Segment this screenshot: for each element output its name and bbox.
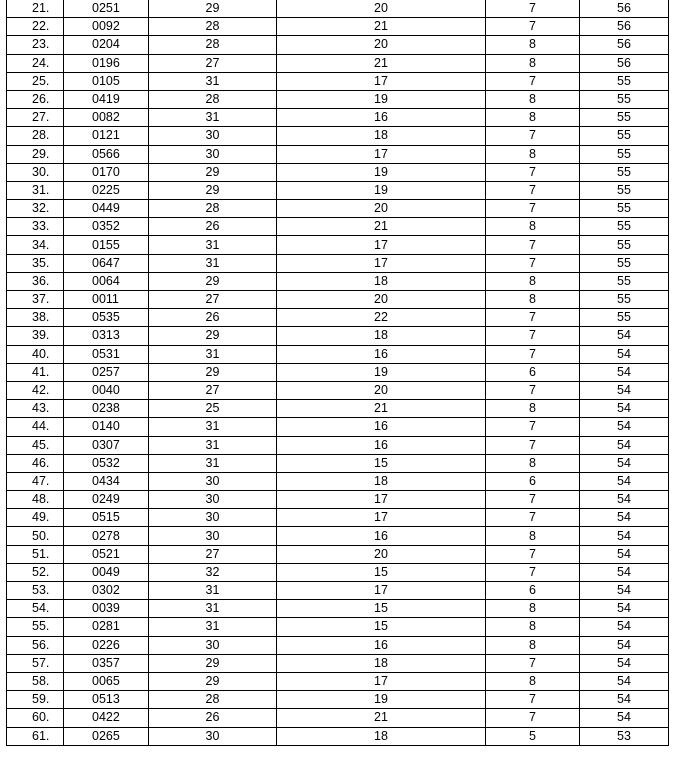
score-b-cell: 18 <box>277 727 486 745</box>
total-cell: 54 <box>580 491 669 509</box>
score-c-cell: 8 <box>486 218 580 236</box>
id-cell: 0532 <box>64 454 149 472</box>
table-row <box>7 345 669 363</box>
total-cell: 55 <box>580 200 669 218</box>
id-cell: 0281 <box>64 618 149 636</box>
score-a-cell: 29 <box>149 272 277 290</box>
score-a-cell: 28 <box>149 18 277 36</box>
total-cell: 54 <box>580 545 669 563</box>
id-cell: 0357 <box>64 654 149 672</box>
score-b-cell: 17 <box>277 582 486 600</box>
score-b-cell: 17 <box>277 509 486 527</box>
score-c-cell: 7 <box>486 436 580 454</box>
id-cell: 0647 <box>64 254 149 272</box>
table-row <box>7 636 669 654</box>
score-c-cell: 6 <box>486 582 580 600</box>
total-cell: 54 <box>580 636 669 654</box>
rank-cell: 28. <box>7 127 64 145</box>
rank-cell: 23. <box>7 36 64 54</box>
table-row <box>7 436 669 454</box>
score-c-cell: 8 <box>486 600 580 618</box>
score-b-cell: 17 <box>277 254 486 272</box>
table-row <box>7 654 669 672</box>
rank-cell: 42. <box>7 381 64 399</box>
table-row <box>7 381 669 399</box>
total-cell: 54 <box>580 527 669 545</box>
total-cell: 56 <box>580 18 669 36</box>
id-cell: 0105 <box>64 72 149 90</box>
rank-cell: 56. <box>7 636 64 654</box>
table-row <box>7 418 669 436</box>
table-row <box>7 254 669 272</box>
total-cell: 55 <box>580 291 669 309</box>
id-cell: 0155 <box>64 236 149 254</box>
rank-cell: 37. <box>7 291 64 309</box>
score-c-cell: 8 <box>486 109 580 127</box>
total-cell: 54 <box>580 345 669 363</box>
score-c-cell: 7 <box>486 381 580 399</box>
total-cell: 55 <box>580 72 669 90</box>
score-a-cell: 30 <box>149 127 277 145</box>
score-a-cell: 26 <box>149 709 277 727</box>
score-b-cell: 17 <box>277 672 486 690</box>
id-cell: 0419 <box>64 90 149 108</box>
score-c-cell: 8 <box>486 400 580 418</box>
table-row <box>7 218 669 236</box>
score-c-cell: 8 <box>486 145 580 163</box>
total-cell: 55 <box>580 309 669 327</box>
table-row <box>7 272 669 290</box>
score-a-cell: 29 <box>149 163 277 181</box>
total-cell: 54 <box>580 582 669 600</box>
total-cell: 53 <box>580 727 669 745</box>
score-b-cell: 18 <box>277 654 486 672</box>
id-cell: 0039 <box>64 600 149 618</box>
table-row <box>7 109 669 127</box>
table-row <box>7 327 669 345</box>
score-b-cell: 21 <box>277 218 486 236</box>
score-a-cell: 29 <box>149 672 277 690</box>
id-cell: 0302 <box>64 582 149 600</box>
score-b-cell: 21 <box>277 54 486 72</box>
rank-cell: 38. <box>7 309 64 327</box>
rank-cell: 48. <box>7 491 64 509</box>
id-cell: 0434 <box>64 472 149 490</box>
table-row <box>7 18 669 36</box>
table-row <box>7 491 669 509</box>
score-b-cell: 16 <box>277 345 486 363</box>
rank-cell: 59. <box>7 691 64 709</box>
score-b-cell: 17 <box>277 145 486 163</box>
table-row <box>7 236 669 254</box>
rank-cell: 55. <box>7 618 64 636</box>
table-row <box>7 600 669 618</box>
score-b-cell: 22 <box>277 309 486 327</box>
score-b-cell: 15 <box>277 563 486 581</box>
score-b-cell: 18 <box>277 327 486 345</box>
table-row <box>7 563 669 581</box>
total-cell: 54 <box>580 327 669 345</box>
rank-cell: 31. <box>7 181 64 199</box>
id-cell: 0040 <box>64 381 149 399</box>
total-cell: 54 <box>580 600 669 618</box>
score-b-cell: 20 <box>277 545 486 563</box>
total-cell: 55 <box>580 272 669 290</box>
score-a-cell: 31 <box>149 454 277 472</box>
rank-cell: 36. <box>7 272 64 290</box>
score-a-cell: 26 <box>149 218 277 236</box>
score-b-cell: 16 <box>277 636 486 654</box>
score-b-cell: 18 <box>277 127 486 145</box>
rank-cell: 58. <box>7 672 64 690</box>
table-row <box>7 727 669 745</box>
total-cell: 54 <box>580 436 669 454</box>
id-cell: 0257 <box>64 363 149 381</box>
id-cell: 0121 <box>64 127 149 145</box>
score-b-cell: 19 <box>277 691 486 709</box>
rank-cell: 21. <box>7 0 64 18</box>
score-b-cell: 16 <box>277 418 486 436</box>
total-cell: 54 <box>580 563 669 581</box>
total-cell: 54 <box>580 363 669 381</box>
rank-cell: 32. <box>7 200 64 218</box>
score-a-cell: 31 <box>149 436 277 454</box>
rank-cell: 52. <box>7 563 64 581</box>
score-c-cell: 7 <box>486 163 580 181</box>
score-c-cell: 8 <box>486 636 580 654</box>
id-cell: 0204 <box>64 36 149 54</box>
total-cell: 55 <box>580 163 669 181</box>
table-row <box>7 454 669 472</box>
rank-cell: 57. <box>7 654 64 672</box>
id-cell: 0535 <box>64 309 149 327</box>
total-cell: 54 <box>580 400 669 418</box>
score-a-cell: 31 <box>149 600 277 618</box>
id-cell: 0422 <box>64 709 149 727</box>
score-b-cell: 17 <box>277 491 486 509</box>
rank-cell: 44. <box>7 418 64 436</box>
rank-cell: 49. <box>7 509 64 527</box>
id-cell: 0249 <box>64 491 149 509</box>
score-b-cell: 20 <box>277 0 486 18</box>
total-cell: 56 <box>580 54 669 72</box>
score-b-cell: 19 <box>277 90 486 108</box>
id-cell: 0140 <box>64 418 149 436</box>
score-a-cell: 31 <box>149 618 277 636</box>
id-cell: 0226 <box>64 636 149 654</box>
score-c-cell: 7 <box>486 491 580 509</box>
score-b-cell: 15 <box>277 618 486 636</box>
rank-cell: 43. <box>7 400 64 418</box>
score-c-cell: 7 <box>486 236 580 254</box>
rank-cell: 45. <box>7 436 64 454</box>
id-cell: 0313 <box>64 327 149 345</box>
table-row <box>7 200 669 218</box>
score-a-cell: 27 <box>149 54 277 72</box>
score-a-cell: 31 <box>149 236 277 254</box>
score-c-cell: 8 <box>486 291 580 309</box>
rank-cell: 29. <box>7 145 64 163</box>
table-row <box>7 72 669 90</box>
score-c-cell: 8 <box>486 618 580 636</box>
id-cell: 0278 <box>64 527 149 545</box>
total-cell: 54 <box>580 618 669 636</box>
total-cell: 54 <box>580 672 669 690</box>
score-a-cell: 27 <box>149 545 277 563</box>
table-row <box>7 582 669 600</box>
score-b-cell: 18 <box>277 272 486 290</box>
score-c-cell: 7 <box>486 418 580 436</box>
score-a-cell: 31 <box>149 254 277 272</box>
total-cell: 54 <box>580 454 669 472</box>
rank-cell: 40. <box>7 345 64 363</box>
score-c-cell: 8 <box>486 90 580 108</box>
score-c-cell: 7 <box>486 563 580 581</box>
id-cell: 0225 <box>64 181 149 199</box>
table-row <box>7 90 669 108</box>
id-cell: 0566 <box>64 145 149 163</box>
score-a-cell: 27 <box>149 291 277 309</box>
total-cell: 55 <box>580 236 669 254</box>
total-cell: 55 <box>580 127 669 145</box>
score-c-cell: 7 <box>486 654 580 672</box>
score-b-cell: 18 <box>277 472 486 490</box>
total-cell: 54 <box>580 509 669 527</box>
score-a-cell: 29 <box>149 181 277 199</box>
score-a-cell: 30 <box>149 509 277 527</box>
score-b-cell: 15 <box>277 454 486 472</box>
total-cell: 55 <box>580 145 669 163</box>
score-a-cell: 30 <box>149 727 277 745</box>
id-cell: 0352 <box>64 218 149 236</box>
score-c-cell: 7 <box>486 181 580 199</box>
id-cell: 0011 <box>64 291 149 309</box>
score-c-cell: 7 <box>486 18 580 36</box>
score-b-cell: 17 <box>277 72 486 90</box>
table-row <box>7 400 669 418</box>
table-row <box>7 36 669 54</box>
rank-cell: 47. <box>7 472 64 490</box>
score-b-cell: 16 <box>277 436 486 454</box>
score-c-cell: 7 <box>486 254 580 272</box>
table-row <box>7 0 669 18</box>
score-b-cell: 21 <box>277 18 486 36</box>
score-c-cell: 5 <box>486 727 580 745</box>
score-a-cell: 28 <box>149 691 277 709</box>
table-row <box>7 709 669 727</box>
table-row <box>7 127 669 145</box>
total-cell: 55 <box>580 90 669 108</box>
score-a-cell: 27 <box>149 381 277 399</box>
score-a-cell: 29 <box>149 363 277 381</box>
rank-cell: 24. <box>7 54 64 72</box>
results-table <box>6 0 669 746</box>
score-b-cell: 15 <box>277 600 486 618</box>
rank-cell: 22. <box>7 18 64 36</box>
score-c-cell: 8 <box>486 672 580 690</box>
rank-cell: 50. <box>7 527 64 545</box>
id-cell: 0049 <box>64 563 149 581</box>
table-row <box>7 309 669 327</box>
total-cell: 54 <box>580 709 669 727</box>
id-cell: 0170 <box>64 163 149 181</box>
rank-cell: 51. <box>7 545 64 563</box>
total-cell: 55 <box>580 254 669 272</box>
score-a-cell: 31 <box>149 72 277 90</box>
id-cell: 0513 <box>64 691 149 709</box>
id-cell: 0238 <box>64 400 149 418</box>
score-c-cell: 6 <box>486 363 580 381</box>
rank-cell: 27. <box>7 109 64 127</box>
score-c-cell: 7 <box>486 309 580 327</box>
score-b-cell: 19 <box>277 163 486 181</box>
rank-cell: 46. <box>7 454 64 472</box>
score-a-cell: 30 <box>149 472 277 490</box>
score-c-cell: 7 <box>486 327 580 345</box>
score-b-cell: 17 <box>277 236 486 254</box>
total-cell: 56 <box>580 0 669 18</box>
score-c-cell: 7 <box>486 509 580 527</box>
table-row <box>7 545 669 563</box>
id-cell: 0065 <box>64 672 149 690</box>
table-row <box>7 672 669 690</box>
score-a-cell: 28 <box>149 90 277 108</box>
table-row <box>7 691 669 709</box>
rank-cell: 61. <box>7 727 64 745</box>
score-a-cell: 30 <box>149 145 277 163</box>
score-b-cell: 20 <box>277 381 486 399</box>
total-cell: 54 <box>580 691 669 709</box>
score-a-cell: 29 <box>149 327 277 345</box>
total-cell: 54 <box>580 418 669 436</box>
rank-cell: 35. <box>7 254 64 272</box>
score-c-cell: 7 <box>486 200 580 218</box>
score-b-cell: 16 <box>277 527 486 545</box>
score-c-cell: 7 <box>486 545 580 563</box>
rank-cell: 53. <box>7 582 64 600</box>
rank-cell: 39. <box>7 327 64 345</box>
id-cell: 0521 <box>64 545 149 563</box>
table-row <box>7 363 669 381</box>
id-cell: 0531 <box>64 345 149 363</box>
id-cell: 0064 <box>64 272 149 290</box>
id-cell: 0265 <box>64 727 149 745</box>
table-row <box>7 509 669 527</box>
id-cell: 0251 <box>64 0 149 18</box>
results-table-body <box>7 0 669 745</box>
score-c-cell: 8 <box>486 454 580 472</box>
score-a-cell: 31 <box>149 345 277 363</box>
table-row <box>7 181 669 199</box>
rank-cell: 54. <box>7 600 64 618</box>
id-cell: 0092 <box>64 18 149 36</box>
score-b-cell: 19 <box>277 363 486 381</box>
table-row <box>7 163 669 181</box>
score-c-cell: 7 <box>486 127 580 145</box>
score-a-cell: 30 <box>149 491 277 509</box>
score-b-cell: 20 <box>277 200 486 218</box>
rank-cell: 25. <box>7 72 64 90</box>
total-cell: 56 <box>580 36 669 54</box>
table-row <box>7 145 669 163</box>
score-a-cell: 29 <box>149 654 277 672</box>
rank-cell: 60. <box>7 709 64 727</box>
id-cell: 0082 <box>64 109 149 127</box>
rank-cell: 33. <box>7 218 64 236</box>
table-row <box>7 472 669 490</box>
table-row <box>7 54 669 72</box>
score-c-cell: 7 <box>486 691 580 709</box>
score-a-cell: 30 <box>149 527 277 545</box>
table-row <box>7 618 669 636</box>
total-cell: 54 <box>580 381 669 399</box>
score-b-cell: 16 <box>277 109 486 127</box>
total-cell: 55 <box>580 181 669 199</box>
score-c-cell: 8 <box>486 527 580 545</box>
id-cell: 0515 <box>64 509 149 527</box>
score-b-cell: 20 <box>277 291 486 309</box>
id-cell: 0449 <box>64 200 149 218</box>
total-cell: 54 <box>580 472 669 490</box>
score-a-cell: 28 <box>149 200 277 218</box>
score-c-cell: 7 <box>486 345 580 363</box>
total-cell: 55 <box>580 218 669 236</box>
rank-cell: 34. <box>7 236 64 254</box>
score-a-cell: 32 <box>149 563 277 581</box>
rank-cell: 30. <box>7 163 64 181</box>
score-a-cell: 26 <box>149 309 277 327</box>
score-a-cell: 31 <box>149 582 277 600</box>
score-a-cell: 25 <box>149 400 277 418</box>
score-a-cell: 31 <box>149 418 277 436</box>
id-cell: 0196 <box>64 54 149 72</box>
total-cell: 54 <box>580 654 669 672</box>
score-c-cell: 8 <box>486 272 580 290</box>
total-cell: 55 <box>580 109 669 127</box>
table-row <box>7 291 669 309</box>
rank-cell: 41. <box>7 363 64 381</box>
score-a-cell: 29 <box>149 0 277 18</box>
score-b-cell: 20 <box>277 36 486 54</box>
score-b-cell: 19 <box>277 181 486 199</box>
score-c-cell: 6 <box>486 472 580 490</box>
score-c-cell: 7 <box>486 0 580 18</box>
score-a-cell: 31 <box>149 109 277 127</box>
score-c-cell: 8 <box>486 36 580 54</box>
score-c-cell: 8 <box>486 54 580 72</box>
rank-cell: 26. <box>7 90 64 108</box>
score-a-cell: 28 <box>149 36 277 54</box>
id-cell: 0307 <box>64 436 149 454</box>
score-c-cell: 7 <box>486 709 580 727</box>
table-row <box>7 527 669 545</box>
score-b-cell: 21 <box>277 400 486 418</box>
score-c-cell: 7 <box>486 72 580 90</box>
score-a-cell: 30 <box>149 636 277 654</box>
score-b-cell: 21 <box>277 709 486 727</box>
